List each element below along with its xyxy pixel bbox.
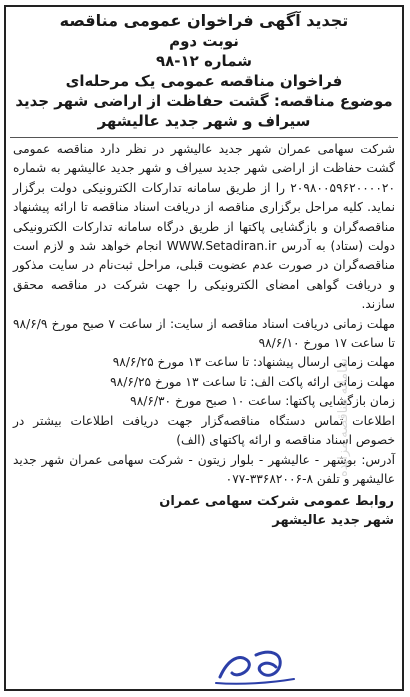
opening-time: زمان بازگشایی پاکتها: ساعت ۱۰ صبح مورخ ۹۸/۶/۳۰ bbox=[130, 394, 395, 409]
bid-deadline: مهلت زمانی ارسال پیشنهاد: تا ساعت ۱۳ مورخ ۹۸/۶/۲۵ bbox=[112, 355, 395, 370]
notice-subject-cont: سیراف و شهر جدید عالیشهر bbox=[97, 112, 311, 130]
notice-title: تجدید آگهی فراخوان عمومی مناقصه bbox=[59, 11, 349, 30]
contact-info: اطلاعات تماس دستگاه مناقصه‌گزار جهت دریافت اطلاعات بیشتر در خصوص اسناد مناقصه و ارائه پاکتهای (الف) bbox=[13, 413, 395, 448]
intro-paragraph: شرکت سهامی عمران شهر جدید عالیشهر در نظر دارد مناقصه عمومی گشت حفاظت از اراضی شهر جدید سیراف و شهر جدید عالیشهر به شماره ۲۰۹۸۰۰۵۹۶۲۰۰۰۰۲۰ را از طریق سامانه تدارکات الکترونیکی دولت برگزار نماید. کلیه مراحل برگزاری مناقصه از دریافت اسناد مناقصه تا ارائه پیشنهاد مناقصه‌گران و بازگشایی پاکتها از طریق درگاه سامانه تدارکات الکترونیکی دولت (ستاد) به آدرس WWW.Setadiran.ir انجام خواهد شد و لازم است مناقصه‌گران در صورت عدم عضویت قبلی، مراحل ثبت‌نام در سایت مذکور و دریافت گواهی امضای الکترونیکی را جهت شرکت در مناقصه محقق سازند. bbox=[13, 142, 395, 312]
notice-subject: موضوع مناقصه: گشت حفاظت از اراضی شهر جدید bbox=[15, 92, 393, 110]
notice-type: فراخوان مناقصه عمومی یک مرحله‌ای bbox=[65, 72, 343, 90]
publisher-line1: روابط عمومی شرکت سهامی عمران bbox=[159, 494, 394, 510]
notice-header bbox=[6, 7, 402, 131]
notice-footer bbox=[6, 489, 402, 530]
notice-round: نوبت دوم bbox=[169, 32, 239, 50]
address: آدرس: بوشهر - عالیشهر - بلوار زیتون - شرکت سهامی عمران شهر جدید عالیشهر و تلفن ۸-۳۳۶۸۲۰۰۶-۰۷۷ bbox=[13, 452, 395, 486]
publisher-line2: شهر جدید عالیشهر bbox=[272, 513, 394, 529]
envelope-a-deadline: مهلت زمانی ارائه پاکت الف: تا ساعت ۱۳ مورخ ۹۸/۶/۲۵ bbox=[110, 374, 395, 389]
tender-notice bbox=[4, 5, 404, 691]
notice-number: شماره ۱۲-۹۸ bbox=[155, 52, 252, 70]
handwritten-number bbox=[210, 639, 300, 689]
watermark: سامانه مناقصه مزایده bbox=[336, 358, 351, 477]
header-divider bbox=[10, 137, 398, 138]
document-deadline: مهلت زمانی دریافت اسناد مناقصه از سایت: از ساعت ۷ صبح مورخ ۹۸/۶/۹ تا ساعت ۱۷ مورخ ۹۸/۶/۱۰ bbox=[13, 316, 395, 351]
